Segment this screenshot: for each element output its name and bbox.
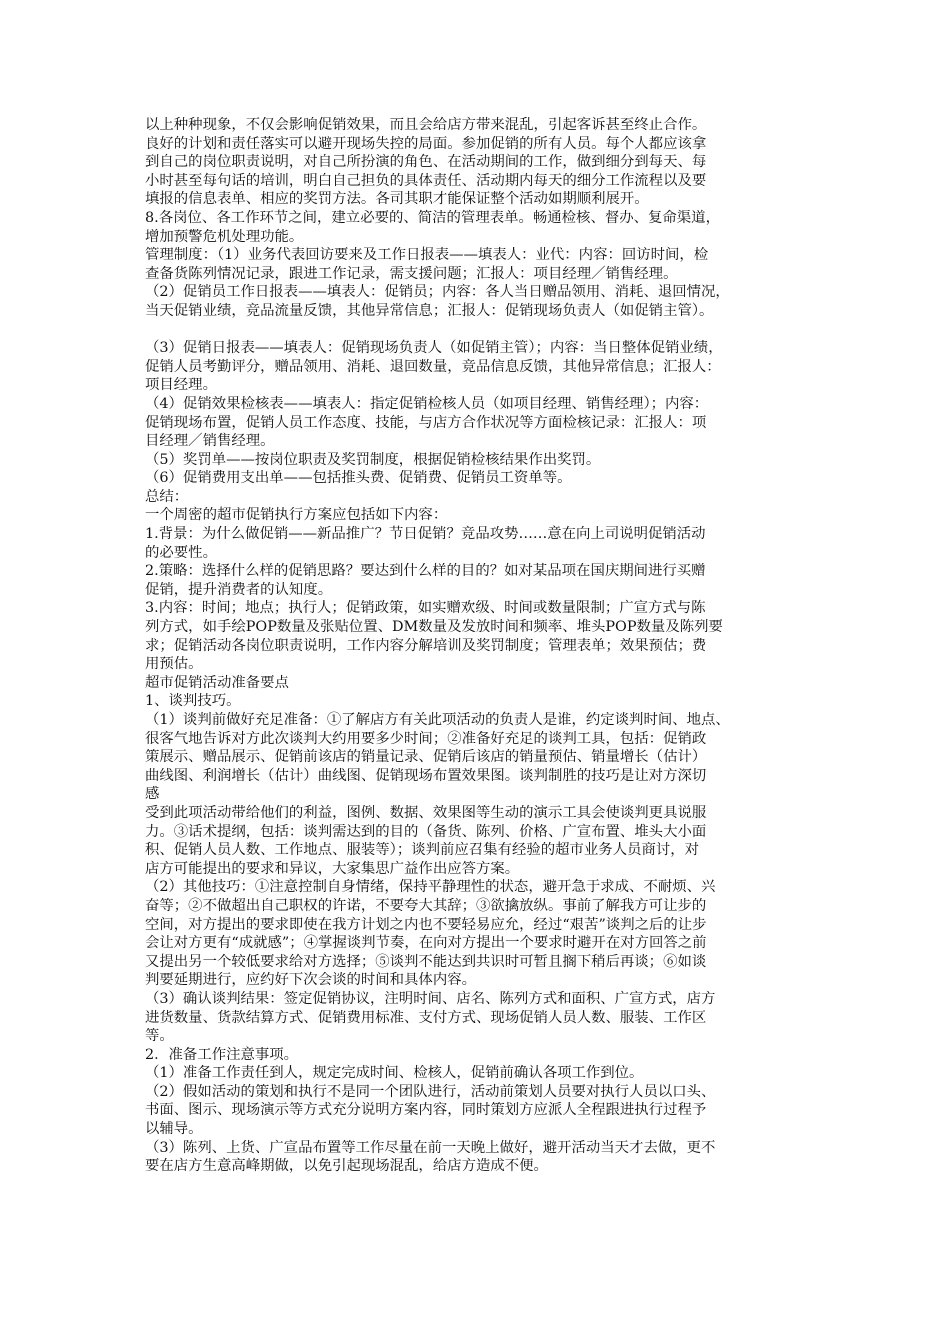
text-line: 超市促销活动准备要点 xyxy=(145,674,289,691)
text-line: 促销人员考勤评分，赠品领用、消耗、退回数量，竞品信息反馈，其他异常信息；汇报人： xyxy=(145,358,721,375)
text-line: 总结： xyxy=(145,488,189,505)
text-line: 又提出另一个较低要求给对方选择；⑤谈判不能达到共识时可暂且搁下稍后再谈；⑥如谈 xyxy=(145,953,707,970)
text-line: 项目经理。 xyxy=(145,377,217,394)
text-line: 到自己的岗位职责说明，对自己所扮演的角色、在活动期间的工作，做到细分到每天、每 xyxy=(145,154,707,171)
text-line: 填报的信息表单、相应的奖罚方法。各司其职才能保证整个活动如期顺利展开。 xyxy=(145,191,649,208)
text-line: 促销，提升消费者的认知度。 xyxy=(145,581,333,598)
text-line: 受到此项活动带给他们的利益，图例、数据、效果图等生动的演示工具会使谈判更具说服 xyxy=(145,804,707,821)
text-line: （1）准备工作责任到人，规定完成时间、检核人，促销前确认各项工作到位。 xyxy=(145,1065,644,1082)
text-line: （4）促销效果检核表——填表人：指定促销检核人员（如项目经理、销售经理）；内容： xyxy=(145,395,709,412)
text-line: 用预估。 xyxy=(145,656,203,673)
text-line: （2）促销员工作日报表——填表人：促销员；内容：各人当日赠品领用、消耗、退回情况， xyxy=(145,284,730,301)
text-line: 促销现场布置，促销人员工作态度、技能，与店方合作状况等方面检核记录：汇报人：项 xyxy=(145,414,707,431)
text-line: 2．准备工作注意事项。 xyxy=(145,1046,299,1063)
text-line: 小时甚至每句话的培训，明白自己担负的具体责任、活动期内每天的细分工作流程以及要 xyxy=(145,172,707,189)
text-line: 列方式，如手绘POP数量及张贴位置、DM数量及发放时间和频率、堆头POP数量及陈列要 xyxy=(145,619,723,636)
text-line: 求；促销活动各岗位职责说明，工作内容分解培训及奖罚制度；管理表单；效果预估；费 xyxy=(145,637,707,654)
text-line: 感 xyxy=(145,786,160,803)
text-line: 1、谈判技巧。 xyxy=(145,693,241,710)
text-line: 店方可能提出的要求和异议，大家集思广益作出应答方案。 xyxy=(145,860,520,877)
text-line: 目经理／销售经理。 xyxy=(145,433,275,450)
text-line: 的必要性。 xyxy=(145,544,217,561)
text-line: 策展示、赠品展示、促销前该店的销量记录、促销后该店的销量预估、销量增长（估计） xyxy=(145,749,707,766)
text-line: 2.策略：选择什么样的促销思路？要达到什么样的目的？如对某品项在国庆期间进行买赠 xyxy=(145,563,706,580)
text-line: 奋等；②不做超出自己职权的许诺，不要夸大其辞；③欲擒放纵。事前了解我方可让步的 xyxy=(145,897,707,914)
text-line: 会让对方更有“成就感”；④掌握谈判节奏，在向对方提出一个要求时避开在对方回答之前 xyxy=(145,935,707,952)
text-line: 3.内容：时间；地点；执行人；促销政策，如实赠欢级、时间或数量限制；广宣方式与陈 xyxy=(145,600,706,617)
text-line: 增加预警危机处理功能。 xyxy=(145,228,304,245)
text-line: （5）奖罚单——按岗位职责及奖罚制度，根据促销检核结果作出奖罚。 xyxy=(145,451,601,468)
text-line: 积、促销人员人数、工作地点、服装等）；谈判前应召集有经验的超市业务人员商讨，对 xyxy=(145,842,700,859)
text-line: 1.背景：为什么做促销——新品推广？节日促销？竞品攻势……意在向上司说明促销活动 xyxy=(145,526,706,543)
text-line: （2）假如活动的策划和执行不是同一个团队进行，活动前策划人员要对执行人员以口头、 xyxy=(145,1083,716,1100)
text-line: （6）促销费用支出单——包括推头费、促销费、促销员工资单等。 xyxy=(145,470,572,487)
text-line: 以上种种现象，不仅会影响促销效果，而且会给店方带来混乱，引起客诉甚至终止合作。 xyxy=(145,117,707,133)
text-line: （1）谈判前做好充足准备：①了解店方有关此项活动的负责人是谁，约定谈判时间、地点、 xyxy=(145,712,730,728)
text-line: 良好的计划和责任落实可以避开现场失控的局面。参加促销的所有人员。每个人都应该拿 xyxy=(145,135,707,152)
text-line: （3）陈列、上货、广宣品布置等工作尽量在前一天晚上做好，避开活动当天才去做，更不 xyxy=(145,1139,716,1156)
text-line: 等。 xyxy=(145,1028,174,1045)
text-line: 书面、图示、现场演示等方式充分说明方案内容，同时策划方应派人全程跟进执行过程予 xyxy=(145,1102,707,1119)
blank-line xyxy=(145,321,817,340)
text-line: 很客气地告诉对方此次谈判大约用要多少时间；②准备好充足的谈判工具，包括：促销政 xyxy=(145,730,707,747)
text-line: （3）确认谈判结果：签定促销协议，注明时间、店名、陈列方式和面积、广宣方式，店方 xyxy=(145,990,716,1007)
text-line: 8.各岗位、各工作环节之间，建立必要的、简洁的管理表单。畅通检核、督办、复命渠道， xyxy=(145,209,720,226)
text-line: 要在店方生意高峰期做，以免引起现场混乱，给店方造成不便。 xyxy=(145,1158,548,1175)
text-line: （2）其他技巧：①注意控制自身情绪，保持平静理性的状态，避开急于求成、不耐烦、兴 xyxy=(145,879,716,896)
text-line: 空间，对方提出的要求即使在我方计划之内也不要轻易应允，经过“艰苦”谈判之后的让步 xyxy=(145,916,707,933)
text-line: 管理制度：（1）业务代表回访要来及工作日报表——填表人：业代：内容：回访时间，检 xyxy=(145,247,709,264)
text-line: 查备货陈列情况记录，跟进工作记录，需支援问题；汇报人：项目经理／销售经理。 xyxy=(145,265,678,282)
text-line: （3）促销日报表——填表人：促销现场负责人（如促销主管）；内容：当日整体促销业绩， xyxy=(145,340,723,357)
text-line: 曲线图、利润增长（估计）曲线图、促销现场布置效果图。谈判制胜的技巧是让对方深切 xyxy=(145,767,707,784)
text-line: 以辅导。 xyxy=(145,1121,203,1138)
text-line: 进货数量、货款结算方式、促销费用标准、支付方式、现场促销人员人数、服装、工作区 xyxy=(145,1009,707,1026)
text-line: 一个周密的超市促销执行方案应包括如下内容： xyxy=(145,507,448,524)
text-line: 当天促销业绩，竞品流量反馈，其他异常信息；汇报人：促销现场负责人（如促销主管）。 xyxy=(145,302,714,319)
text-line: 判要延期进行，应约好下次会谈的时间和具体内容。 xyxy=(145,972,476,989)
text-line: 力。③话术提纲，包括：谈判需达到的目的（备货、陈列、价格、广宣布置、堆头大小面 xyxy=(145,823,707,840)
document-body xyxy=(145,116,817,1176)
